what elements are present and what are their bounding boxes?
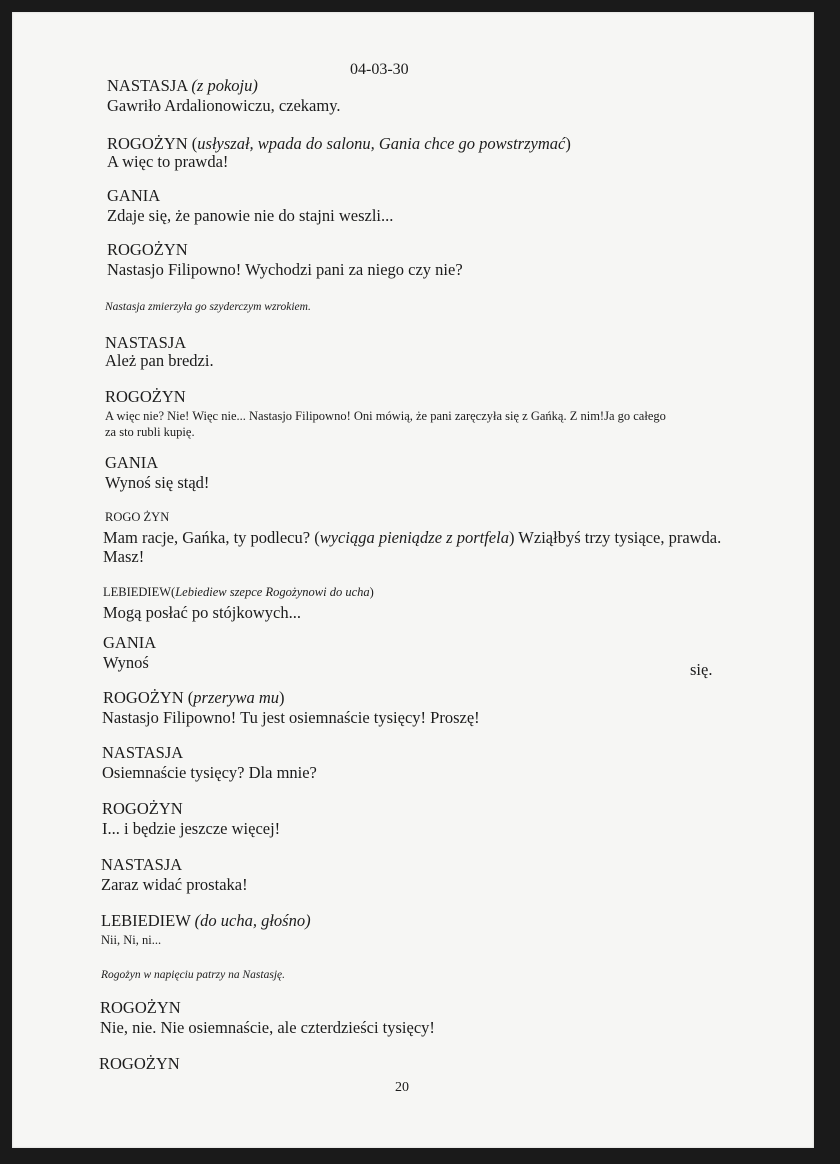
dialogue-line-end: się. — [690, 660, 713, 679]
paren-close: ) — [369, 585, 374, 599]
dialogue-line: Wynoś się stąd! — [105, 473, 210, 492]
speaker-name: GANIA — [103, 633, 157, 652]
dialogue-line: A więc nie? Nie! Więc nie... Nastasjo Filipowno! Oni mówią, że pani zaręczyła się z Gańką. Z nim!Ja go całego — [105, 409, 666, 423]
stage-direction: Lebiediew szepce Rogożynowi do ucha — [175, 585, 370, 599]
dialogue-line: Mogą posłać po stójkowych... — [103, 603, 301, 622]
speaker-name: NASTASJA — [107, 76, 188, 95]
paren-open: ( — [191, 134, 198, 153]
dialogue-line: Nastasjo Filipowno! Wychodzi pani za niego czy nie? — [107, 260, 463, 279]
dialogue-text: Mam racje, Gańka, ty podlecu? ( — [103, 528, 320, 547]
dialogue-line: Nii, Ni, ni... — [101, 933, 162, 947]
speaker-name: GANIA — [105, 453, 159, 472]
speaker-name: NASTASJA — [105, 333, 187, 352]
dialogue-line: Wynoś — [103, 653, 149, 672]
speaker-line — [101, 913, 311, 930]
speaker-name: ROGOŻYN — [107, 134, 188, 153]
speaker-line — [107, 78, 258, 95]
speaker-line — [103, 690, 285, 707]
dialogue-line: Gawriło Ardalionowiczu, czekamy. — [107, 96, 341, 115]
page-number: 20 — [395, 1080, 409, 1095]
dialogue-line: I... i będzie jeszcze więcej! — [102, 819, 281, 838]
dialogue-line: Masz! — [103, 547, 145, 566]
speaker-line — [107, 136, 571, 153]
dialogue-text: ) Wziąłbyś trzy tysiące, prawda. — [508, 528, 722, 547]
dialogue-line — [103, 530, 721, 547]
dialogue-line: Nastasjo Filipowno! Tu jest osiemnaście tysięcy! Proszę! — [102, 708, 480, 727]
speaker-name: LEBIEDIEW — [101, 911, 191, 930]
speaker-name: ROGOŻYN ( — [103, 688, 194, 707]
dialogue-line: Nie, nie. Nie osiemnaście, ale czterdzieści tysięcy! — [100, 1018, 435, 1037]
speaker-name: LEBIEDIEW( — [103, 585, 176, 599]
stage-direction: (do ucha, głośno) — [194, 911, 311, 930]
stage-direction-line: Nastasja zmierzyła go szyderczym wzrokiem. — [105, 301, 311, 313]
stage-direction: usłyszał, wpada do salonu, Gania chce go powstrzymać — [197, 134, 566, 153]
speaker-name: ROGOŻYN — [105, 387, 186, 406]
dialogue-line: za sto rubli kupię. — [105, 425, 195, 439]
speaker-name: GANIA — [107, 186, 161, 205]
speaker-name: ROGOŻYN — [107, 240, 188, 259]
speaker-name: ROGO ŻYN — [105, 510, 170, 524]
stage-direction: wyciąga pieniądze z portfela — [319, 528, 509, 547]
paren-close: ) — [279, 688, 285, 707]
speaker-name: NASTASJA — [102, 743, 184, 762]
dialogue-line: Osiemnaście tysięcy? Dla mnie? — [102, 763, 317, 782]
speaker-name: NASTASJA — [101, 855, 183, 874]
stage-direction: przerywa mu — [193, 688, 280, 707]
speaker-name: ROGOŻYN — [100, 998, 181, 1017]
page-header-date: 04-03-30 — [350, 61, 409, 78]
stage-direction-line: Rogożyn w napięciu patrzy na Nastasję. — [101, 969, 285, 981]
speaker-name: ROGOŻYN — [102, 799, 183, 818]
speaker-line — [103, 586, 374, 599]
dialogue-line: Ależ pan bredzi. — [105, 351, 214, 370]
stage-direction: (z pokoju) — [191, 76, 258, 95]
paren-close: ) — [565, 134, 571, 153]
dialogue-line: Zaraz widać prostaka! — [101, 875, 248, 894]
document-page — [12, 12, 814, 1148]
speaker-name: ROGOŻYN — [99, 1054, 180, 1073]
dialogue-line: Zdaje się, że panowie nie do stajni weszli... — [107, 206, 394, 225]
dialogue-line: A więc to prawda! — [107, 152, 229, 171]
